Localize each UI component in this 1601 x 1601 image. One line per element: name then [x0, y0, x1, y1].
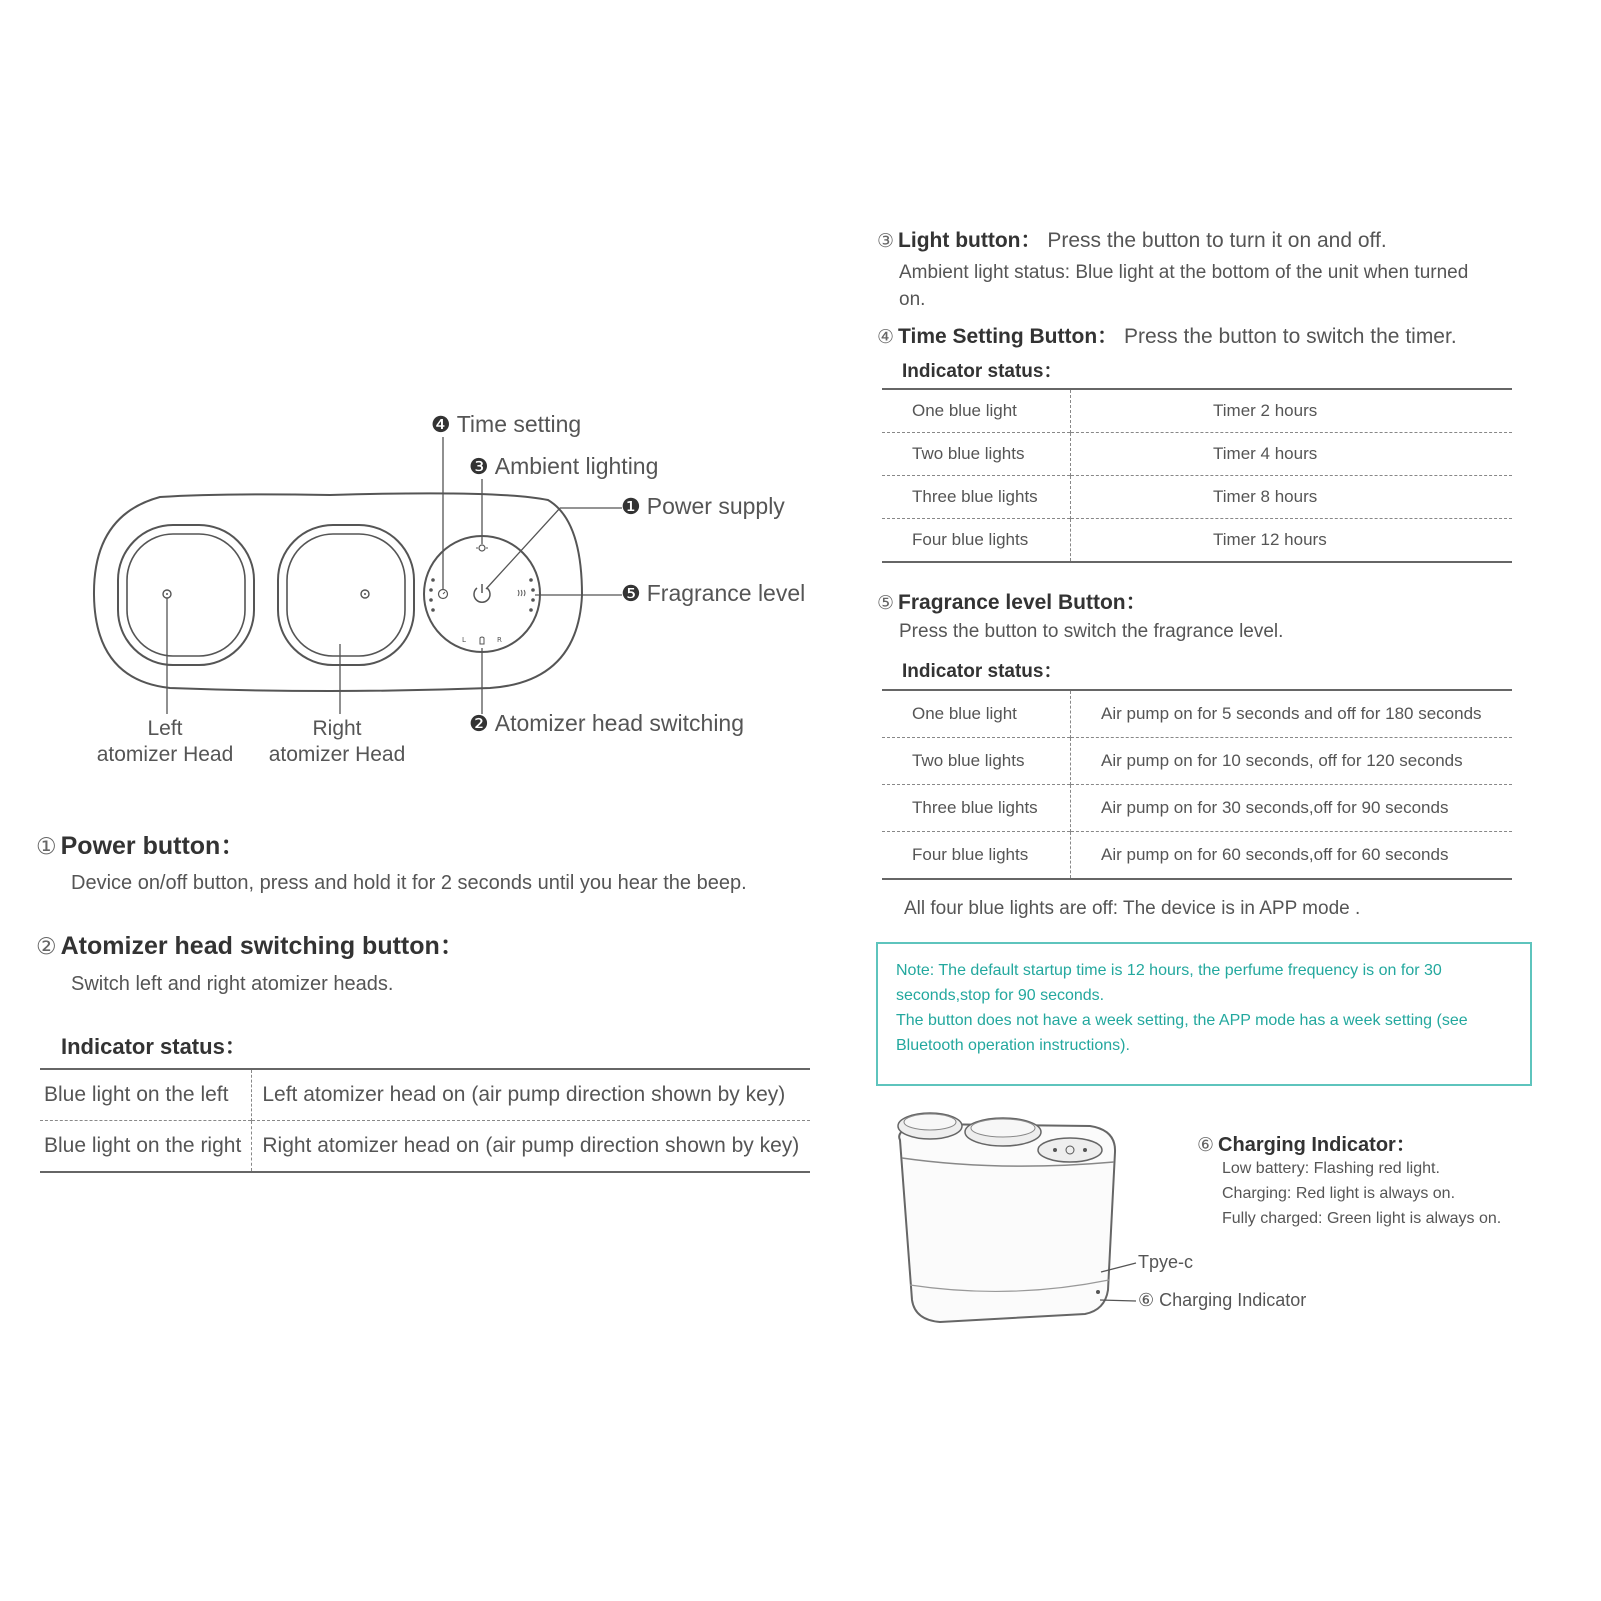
fragrance-icon: [518, 590, 525, 596]
charging-charging: Charging: Red light is always on.: [1222, 1185, 1456, 1202]
right-head-label: Right atomizer Head: [268, 717, 406, 766]
note-box: [876, 942, 1532, 1086]
table-cell: Three blue lights: [882, 785, 1071, 832]
callout-power-supply: ❶ Power supply: [621, 493, 785, 520]
right-pod-outer: [278, 525, 414, 665]
table-cell: Air pump on for 60 seconds,off for 60 seconds: [1101, 845, 1449, 864]
table-cell: Right atomizer head on (air pump direction shown by key): [262, 1134, 800, 1157]
callout-number-3: ❸: [469, 455, 489, 480]
table-cell: Blue light on the right: [40, 1121, 252, 1173]
table-cell: Three blue lights: [882, 476, 1071, 519]
callout-atomizer-switch: ❷ Atomizer head switching: [469, 710, 745, 737]
callout-ambient-lighting: ❸ Ambient lighting: [469, 453, 659, 480]
table-row: [882, 690, 1512, 738]
charging-fully-charged: Fully charged: Green light is always on.: [1222, 1210, 1502, 1227]
fragrance-button-desc: Press the button to switch the fragrance level.: [899, 621, 1284, 642]
svg-text:R: R: [497, 636, 502, 644]
table-row: [882, 433, 1512, 476]
callout-time-setting: ❹ Time setting: [431, 411, 582, 438]
left-pod-outer: [118, 525, 254, 665]
table-cell: Four blue lights: [882, 519, 1071, 563]
callout-number-4: ❹: [431, 413, 451, 438]
table-cell: Two blue lights: [882, 433, 1071, 476]
table-cell: Two blue lights: [882, 738, 1071, 785]
table-row: [40, 1069, 810, 1121]
charging-low-battery: Low battery: Flashing red light.: [1222, 1160, 1440, 1177]
note-line-2: The button does not have a week setting, the APP mode has a week setting (see Bluetooth operation instructions).: [896, 1012, 1468, 1054]
atomizer-indicator-table: [40, 1068, 810, 1173]
device-control-panel: [1038, 1138, 1102, 1162]
table-row: [882, 389, 1512, 433]
fragrance-button-heading: ⑤ Fragrance level Button：: [877, 591, 1147, 614]
typec-label: Tpye-c: [1138, 1252, 1194, 1272]
table-cell: Four blue lights: [882, 832, 1071, 880]
table-cell: Timer 8 hours: [1213, 487, 1318, 506]
table-cell: Blue light on the left: [40, 1069, 252, 1121]
table-row: [882, 785, 1512, 832]
light-button-desc: Ambient light status: Blue light at the bottom of the unit when turned on.: [899, 262, 1469, 310]
light-button-heading: ③ Light button： Press the button to turn it on and off.: [877, 229, 1387, 252]
table-cell: Timer 12 hours: [1213, 530, 1327, 549]
table-row: [882, 519, 1512, 563]
charging-heading: ⑥ Charging Indicator：: [1197, 1134, 1416, 1156]
charging-indicator-label: ⑥ Charging Indicator: [1138, 1290, 1307, 1311]
right-pod-inner: [287, 534, 405, 656]
app-mode-note: All four blue lights are off: The device is in APP mode .: [904, 898, 1361, 919]
table-row: [882, 832, 1512, 880]
table-cell: Air pump on for 10 seconds, off for 120 seconds: [1101, 751, 1463, 770]
switch-icon: [480, 637, 484, 644]
time-indicator-heading: Indicator status：: [902, 361, 1063, 382]
note-line-1: Note: The default startup time is 12 hours, the perfume frequency is on for 30 seconds,stop for 90 seconds.: [896, 962, 1442, 1004]
table-row: [40, 1121, 810, 1173]
table-cell: One blue light: [882, 389, 1071, 433]
table-row: [882, 476, 1512, 519]
time-button-heading: ④ Time Setting Button： Press the button to switch the timer.: [877, 325, 1457, 348]
fragrance-indicator-table: [882, 689, 1512, 880]
table-cell: One blue light: [882, 690, 1071, 738]
atomizer-button-heading: ② Atomizer head switching button：: [36, 932, 465, 960]
callout-number-1: ❶: [621, 495, 641, 520]
table-cell: Timer 2 hours: [1213, 401, 1318, 420]
table-row: [882, 738, 1512, 785]
power-button-heading: ① Power button：: [36, 832, 246, 860]
table-cell: Air pump on for 5 seconds and off for 180 seconds: [1101, 704, 1482, 723]
table-cell: Timer 4 hours: [1213, 444, 1318, 463]
light-icon: [479, 545, 485, 551]
callout-fragrance-level: ❺ Fragrance level: [621, 580, 806, 607]
callout-number-2: ❷: [469, 712, 489, 737]
atomizer-button-desc: Switch left and right atomizer heads.: [71, 973, 394, 995]
power-button-desc: Device on/off button, press and hold it for 2 seconds until you hear the beep.: [71, 872, 747, 894]
table-cell: Left atomizer head on (air pump direction shown by key): [262, 1083, 786, 1106]
top-view-diagram: [0, 0, 860, 780]
table-cell: Air pump on for 30 seconds,off for 90 seconds: [1101, 798, 1449, 817]
left-head-label: Left atomizer Head: [96, 717, 234, 766]
svg-text:L: L: [462, 636, 466, 644]
timer-indicator-table: [882, 388, 1512, 563]
control-panel: [424, 536, 540, 652]
left-indicator-heading: Indicator status：: [61, 1034, 247, 1059]
fragrance-indicator-heading: Indicator status：: [902, 661, 1063, 682]
left-pod-inner: [127, 534, 245, 656]
callout-number-5: ❺: [621, 582, 641, 607]
